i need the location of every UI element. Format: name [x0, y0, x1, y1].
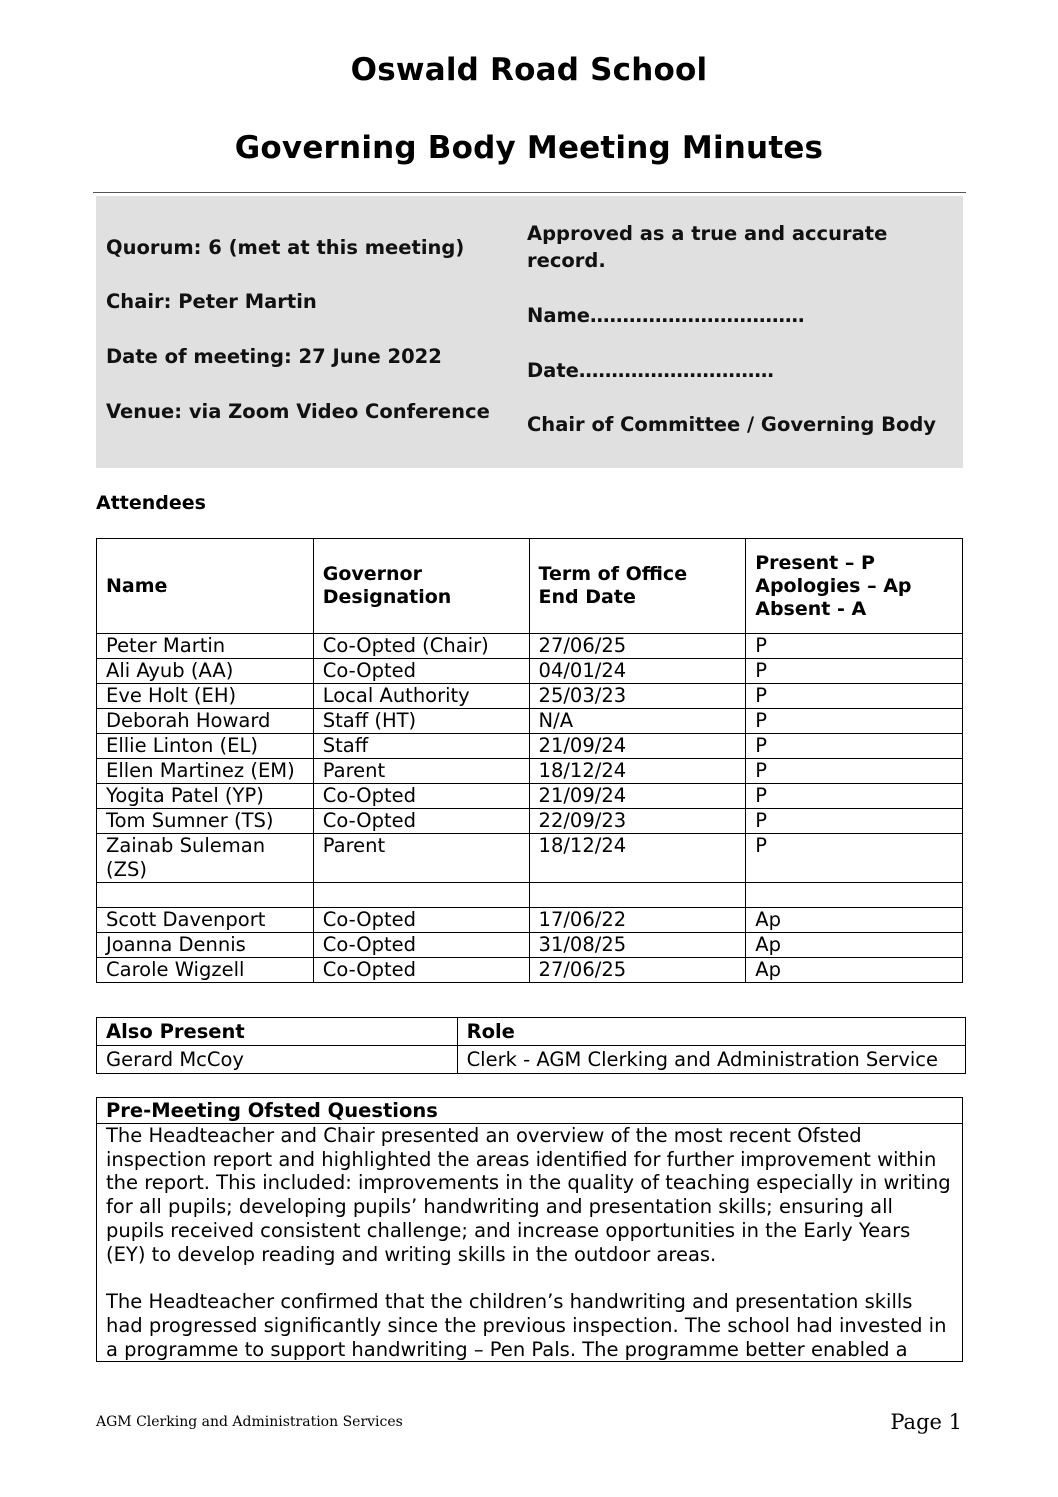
meeting-date-text: Date of meeting: 27 June 2022: [106, 345, 442, 368]
attendee-status: P: [746, 634, 963, 659]
attendee-term-end: 22/09/23: [529, 809, 746, 834]
attendee-designation: Staff (HT): [313, 709, 529, 734]
attendee-status: P: [746, 834, 963, 883]
page-number: Page 1: [890, 1410, 962, 1434]
table-row: [97, 734, 963, 759]
attendee-status: Ap: [746, 958, 963, 983]
ofsted-paragraph: The Headteacher and Chair presented an overview of the most recent Ofsted inspection report and highlighted the areas identified for further improvement within the report. This included: improvements in the quality of teaching especially in writing for all pupils; developing pupils’ handwriting and presentation skills; ensuring all pupils received consistent challenge; and increase opportunities in the Early Years (EY) to develop reading and writing skills in the outdoor areas.: [106, 1124, 951, 1266]
ofsted-questions-section: [96, 1097, 963, 1362]
table-row: [97, 834, 963, 883]
table-row: [97, 883, 963, 908]
attendee-term-end: 04/01/24: [529, 659, 746, 684]
attendees-heading: Attendees: [96, 492, 206, 514]
attendee-designation: Co-Opted: [313, 784, 529, 809]
attendee-term-end: 18/12/24: [529, 759, 746, 784]
attendee-term-end: 18/12/24: [529, 834, 746, 883]
signature-date-line: Date…………………………: [527, 359, 774, 382]
attendee-designation: Co-Opted: [313, 908, 529, 933]
attendees-header-row: [97, 539, 963, 634]
attendee-designation: Co-Opted: [313, 809, 529, 834]
signature-name-line: Name……………………………: [527, 304, 805, 327]
attendee-designation: Co-Opted: [313, 933, 529, 958]
chair-text: Chair: Peter Martin: [106, 290, 317, 313]
attendee-name: Scott Davenport: [97, 908, 314, 933]
attendee-status: P: [746, 784, 963, 809]
meeting-info-panel: [96, 196, 963, 468]
table-row: [97, 958, 963, 983]
attendee-designation: Staff: [313, 734, 529, 759]
attendee-status: P: [746, 659, 963, 684]
column-header-designation: [313, 539, 529, 634]
attendee-status: P: [746, 684, 963, 709]
attendee-status: Ap: [746, 933, 963, 958]
also-present-header-row: [97, 1018, 966, 1046]
attendee-status: P: [746, 709, 963, 734]
attendee-term-end: 17/06/22: [529, 908, 746, 933]
column-header-role: Role: [457, 1018, 965, 1046]
also-present-name: Gerard McCoy: [97, 1046, 458, 1074]
attendee-name: Carole Wigzell: [97, 958, 314, 983]
attendee-status: P: [746, 809, 963, 834]
table-row: [97, 709, 963, 734]
attendee-term-end: 21/09/24: [529, 784, 746, 809]
footer-organisation: AGM Clerking and Administration Services: [96, 1414, 403, 1430]
quorum-text: Quorum: 6 (met at this meeting): [106, 236, 465, 259]
header-status-line1: Present – P: [755, 551, 875, 574]
also-present-table: [96, 1017, 966, 1074]
document-title: Governing Body Meeting Minutes: [234, 130, 824, 166]
header-term-line2: End Date: [538, 586, 636, 608]
attendee-designation: Parent: [313, 759, 529, 784]
column-header-also-present: Also Present: [97, 1018, 458, 1046]
attendee-term-end: 31/08/25: [529, 933, 746, 958]
column-header-status: [746, 539, 963, 634]
column-header-name: [97, 539, 314, 634]
ofsted-paragraph: The Headteacher confirmed that the children’s handwriting and presentation skills had progressed significantly since the previous inspection. The school had invested in a programme to support handwriting – Pen Pals. The programme better enabled a: [106, 1290, 947, 1361]
school-title: Oswald Road School: [350, 52, 708, 88]
header-status-line3: Absent - A: [755, 597, 867, 620]
attendees-table: [96, 538, 963, 983]
table-row: [97, 684, 963, 709]
header-designation-line2: Designation: [322, 586, 452, 608]
header-status-line2: Apologies – Ap: [755, 574, 912, 597]
attendee-name: Eve Holt (EH): [97, 684, 314, 709]
attendee-name: Zainab Suleman (ZS): [97, 834, 314, 883]
attendee-designation: Co-Opted: [313, 958, 529, 983]
column-header-term: [529, 539, 746, 634]
attendee-designation: Parent: [313, 834, 529, 883]
attendee-status: Ap: [746, 908, 963, 933]
attendee-name: Yogita Patel (YP): [97, 784, 314, 809]
attendee-designation: [313, 883, 529, 908]
attendee-status: P: [746, 759, 963, 784]
header-designation-line1: Governor: [322, 563, 422, 585]
attendee-designation: Local Authority: [313, 684, 529, 709]
attendee-name: Ellen Martinez (EM): [97, 759, 314, 784]
ofsted-heading: Pre-Meeting Ofsted Questions: [97, 1098, 962, 1124]
attendee-status: [746, 883, 963, 908]
attendee-term-end: N/A: [529, 709, 746, 734]
attendee-term-end: 21/09/24: [529, 734, 746, 759]
approval-text: Approved as a true and accurate record.: [527, 222, 888, 272]
table-row: [97, 659, 963, 684]
title-divider: [93, 192, 966, 193]
table-row: [97, 1046, 966, 1074]
header-term-line1: Term of Office: [538, 563, 688, 585]
attendee-term-end: 25/03/23: [529, 684, 746, 709]
attendee-name: [97, 883, 314, 908]
table-row: [97, 908, 963, 933]
attendee-designation: Co-Opted: [313, 659, 529, 684]
chair-of-committee-text: Chair of Committee / Governing Body: [527, 413, 937, 436]
attendee-name: Ali Ayub (AA): [97, 659, 314, 684]
table-row: [97, 634, 963, 659]
header-name-label: Name: [106, 574, 168, 597]
attendee-term-end: [529, 883, 746, 908]
attendee-designation: Co-Opted (Chair): [313, 634, 529, 659]
attendee-name: Joanna Dennis: [97, 933, 314, 958]
attendee-term-end: 27/06/25: [529, 958, 746, 983]
attendee-term-end: 27/06/25: [529, 634, 746, 659]
venue-text: Venue: via Zoom Video Conference: [106, 400, 490, 423]
table-row: [97, 784, 963, 809]
table-row: [97, 759, 963, 784]
also-present-role: Clerk - AGM Clerking and Administration Service: [457, 1046, 965, 1074]
attendee-name: Tom Sumner (TS): [97, 809, 314, 834]
attendee-name: Deborah Howard: [97, 709, 314, 734]
table-row: [97, 933, 963, 958]
table-row: [97, 809, 963, 834]
attendee-name: Peter Martin: [97, 634, 314, 659]
attendee-name: Ellie Linton (EL): [97, 734, 314, 759]
attendee-status: P: [746, 734, 963, 759]
